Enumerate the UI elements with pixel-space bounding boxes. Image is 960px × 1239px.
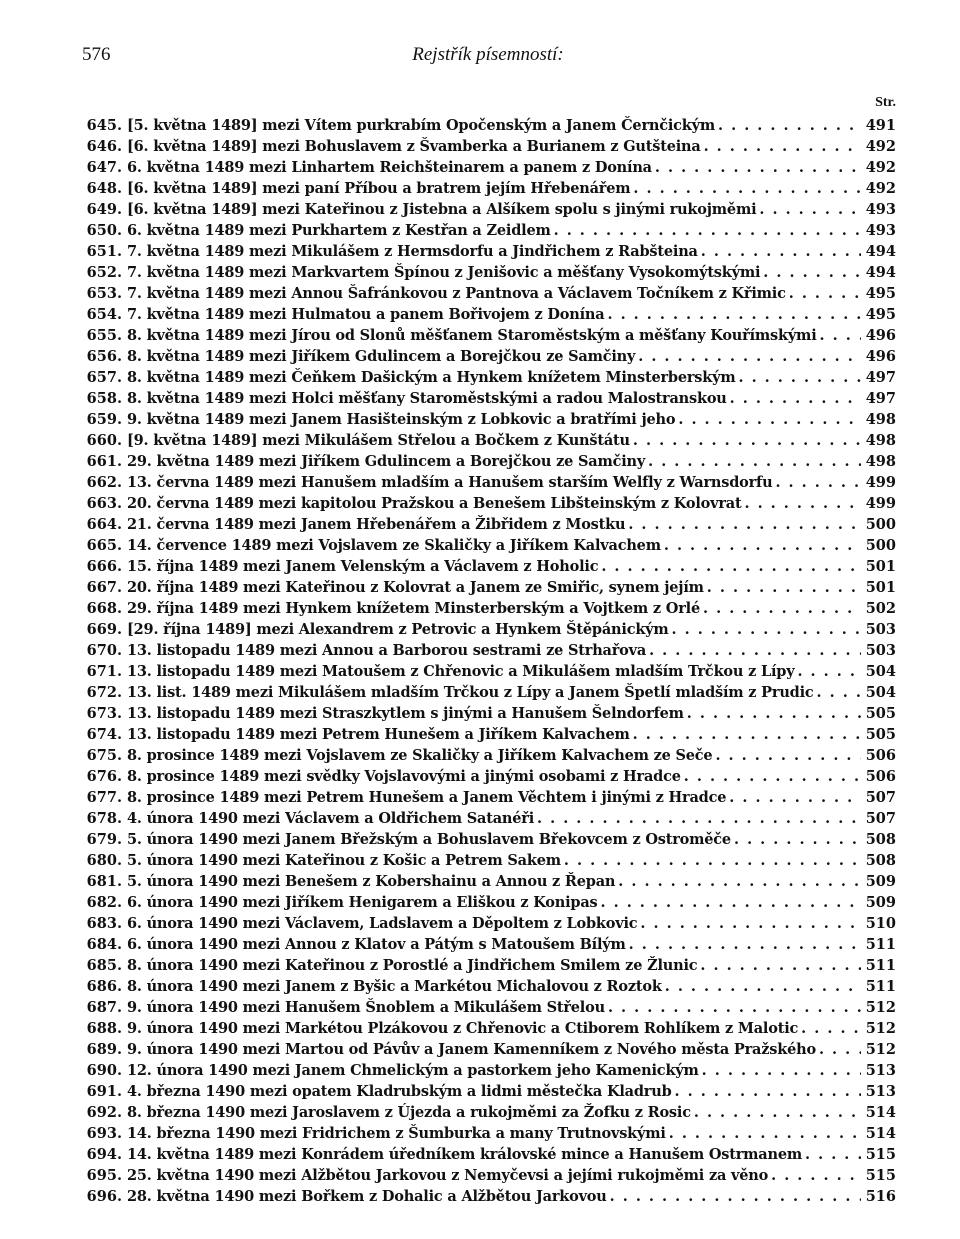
entry-page: 501 — [865, 579, 896, 596]
entry-row — [70, 766, 896, 787]
entry-text: 29. října 1489 mezi Hynkem knížetem Minsterberským a Vojtkem z Orlé — [127, 600, 701, 617]
dot-leader — [678, 409, 861, 430]
entry-page: 503 — [865, 642, 896, 659]
entry-row — [70, 535, 896, 556]
entry-text: 5. února 1490 mezi Benešem z Kobershainu a Annou z Řepan — [127, 873, 616, 890]
entry-text: 13. listopadu 1489 mezi Petrem Hunešem a Jiříkem Kalvachem — [127, 726, 630, 743]
entry-number: 651. — [86, 243, 122, 260]
entry-text: [6. května 1489] mezi paní Příbou a bratrem jejím Hřebenářem — [127, 180, 631, 197]
entry-row — [70, 724, 896, 745]
entry-page: 516 — [865, 1188, 896, 1205]
dot-leader — [820, 325, 861, 346]
dot-leader — [734, 829, 861, 850]
entry-text: 12. února 1490 mezi Janem Chmelickým a pastorkem jeho Kamenickým — [127, 1062, 699, 1079]
entry-text: 8. května 1489 mezi Holci měšťany Staroměstskými a radou Malostranskou — [127, 390, 727, 407]
entry-number: 684. — [86, 936, 122, 953]
entry-row — [70, 829, 896, 850]
entry-number: 646. — [86, 138, 122, 155]
entry-row — [70, 1081, 896, 1102]
entry-text: 8. května 1489 mezi Jiříkem Gdulincem a Borejčkou ze Samčiny — [127, 348, 636, 365]
entry-text: 6. února 1490 mezi Václavem, Ladslavem a Děpoltem z Lobkovic — [127, 915, 638, 932]
entry-text: 13. listopadu 1489 mezi Matoušem z Chřenovic a Mikulášem mladším Trčkou z Lípy — [127, 663, 795, 680]
entry-row — [70, 661, 896, 682]
dot-leader — [771, 1165, 861, 1186]
entry-page: 505 — [865, 705, 896, 722]
entry-row — [70, 1039, 896, 1060]
entry-number: 672. — [86, 684, 122, 701]
entry-text: 7. května 1489 mezi Annou Šafránkovou z Pantnova a Václavem Točníkem z Křimic — [127, 285, 786, 302]
entry-text: 14. července 1489 mezi Vojslavem ze Skaličky a Jiříkem Kalvachem — [127, 537, 661, 554]
entry-text: 14. května 1489 mezi Konrádem úředníkem královské mince a Hanušem Ostrmanem — [127, 1146, 803, 1163]
entry-page: 498 — [865, 411, 896, 428]
entry-number: 652. — [86, 264, 122, 281]
entry-row — [70, 514, 896, 535]
entry-row — [70, 808, 896, 829]
entry-row — [70, 304, 896, 325]
entry-row — [70, 1123, 896, 1144]
entry-number: 677. — [86, 789, 122, 806]
entry-number: 688. — [86, 1020, 122, 1037]
entry-page: 498 — [865, 432, 896, 449]
dot-leader — [601, 556, 861, 577]
entry-number: 658. — [86, 390, 122, 407]
entry-text: 13. listopadu 1489 mezi Straszkytlem s jinými a Hanušem Šelndorfem — [127, 705, 684, 722]
entry-page: 495 — [865, 306, 896, 323]
entry-number: 650. — [86, 222, 122, 239]
entry-page: 494 — [865, 243, 896, 260]
entry-text: 6. května 1489 mezi Linhartem Reichšteinarem a panem z Donína — [127, 159, 652, 176]
entry-row — [70, 955, 896, 976]
entry-page: 504 — [865, 684, 896, 701]
entry-text: 28. května 1490 mezi Bořkem z Dohalic a Alžbětou Jarkovou — [127, 1188, 607, 1205]
page-column-label: Str. — [875, 95, 896, 110]
entry-page: 493 — [865, 222, 896, 239]
entry-text: [6. května 1489] mezi Kateřinou z Jistebna a Alšíkem spolu s jinými rukojměmi — [127, 201, 757, 218]
entry-row — [70, 640, 896, 661]
entry-text: 8. prosince 1489 mezi Petrem Hunešem a Janem Věchtem i jinými z Hradce — [127, 789, 727, 806]
entry-page: 514 — [865, 1104, 896, 1121]
entry-page: 492 — [865, 138, 896, 155]
entry-text: 13. listopadu 1489 mezi Annou a Barborou sestrami ze Strhařova — [127, 642, 647, 659]
entry-text: [5. května 1489] mezi Vítem purkrabím Opočenským a Janem Černčickým — [127, 117, 716, 134]
entry-page: 512 — [865, 999, 896, 1016]
entry-text: 7. května 1489 mezi Markvartem Špínou z Jenišovic a měšťany Vysokomýtskými — [127, 264, 761, 281]
dot-leader — [775, 472, 861, 493]
dot-leader — [633, 178, 861, 199]
entry-page: 510 — [865, 915, 896, 932]
dot-leader — [629, 934, 861, 955]
entry-page: 512 — [865, 1041, 896, 1058]
entry-number: 674. — [86, 726, 122, 743]
entry-page: 492 — [865, 180, 896, 197]
entry-page: 509 — [865, 894, 896, 911]
entry-text: 29. května 1489 mezi Jiříkem Gdulincem a Borejčkou ze Samčiny — [127, 453, 646, 470]
entry-page: 506 — [865, 747, 896, 764]
dot-leader — [700, 955, 861, 976]
entry-page: 499 — [865, 495, 896, 512]
entry-number: 689. — [86, 1041, 122, 1058]
entry-number: 673. — [86, 705, 122, 722]
entry-text: 8. února 1490 mezi Janem z Byšic a Markétou Michalovou z Roztok — [127, 978, 662, 995]
entry-text: 5. února 1490 mezi Janem Břežským a Bohuslavem Břekovcem z Ostroměče — [127, 831, 731, 848]
entry-text: 8. prosince 1489 mezi svědky Vojslavovými a jinými osobami z Hradce — [127, 768, 681, 785]
entry-number: 682. — [86, 894, 122, 911]
entry-text: 4. února 1490 mezi Václavem a Oldřichem Satanéři — [127, 810, 535, 827]
entry-number: 659. — [86, 411, 122, 428]
entry-row — [70, 619, 896, 640]
dot-leader — [687, 703, 861, 724]
entry-row — [70, 682, 896, 703]
entry-number: 690. — [86, 1062, 122, 1079]
dot-leader — [805, 1144, 861, 1165]
entry-page: 494 — [865, 264, 896, 281]
entry-row — [70, 556, 896, 577]
entry-row — [70, 409, 896, 430]
entry-page: 508 — [865, 852, 896, 869]
dot-leader — [665, 976, 861, 997]
entry-page: 499 — [865, 474, 896, 491]
dot-leader — [664, 535, 861, 556]
entry-page: 507 — [865, 810, 896, 827]
entry-row — [70, 1102, 896, 1123]
dot-leader — [564, 850, 861, 871]
entry-number: 668. — [86, 600, 122, 617]
entry-page: 505 — [865, 726, 896, 743]
entry-page: 503 — [865, 621, 896, 638]
entry-number: 676. — [86, 768, 122, 785]
entry-page: 500 — [865, 516, 896, 533]
entry-text: [29. října 1489] mezi Alexandrem z Petrovic a Hynkem Štěpánickým — [127, 621, 669, 638]
dot-leader — [707, 577, 861, 598]
entry-text: 6. února 1490 mezi Annou z Klatov a Pátým s Matoušem Bílým — [127, 936, 626, 953]
entry-number: 654. — [86, 306, 122, 323]
dot-leader — [715, 745, 861, 766]
entry-number: 657. — [86, 369, 122, 386]
entry-page: 504 — [865, 663, 896, 680]
entry-row — [70, 787, 896, 808]
dot-leader — [744, 493, 861, 514]
entry-text: 21. června 1489 mezi Janem Hřebenářem a Žibřidem z Mostku — [127, 516, 626, 533]
entry-page: 491 — [865, 117, 896, 134]
entry-page: 492 — [865, 159, 896, 176]
entry-text: 6. února 1490 mezi Jiříkem Henigarem a Eliškou z Konipas — [127, 894, 598, 911]
entry-page: 515 — [865, 1167, 896, 1184]
running-title: Rejstřík písemností: — [412, 44, 564, 65]
entry-row — [70, 346, 896, 367]
entry-number: 665. — [86, 537, 122, 554]
entry-row — [70, 241, 896, 262]
dot-leader — [601, 892, 861, 913]
dot-leader — [729, 787, 861, 808]
entry-page: 506 — [865, 768, 896, 785]
entry-text: [9. května 1489] mezi Mikulášem Střelou a Bočkem z Kunštátu — [127, 432, 630, 449]
dot-leader — [817, 682, 861, 703]
entry-row — [70, 850, 896, 871]
dot-leader — [684, 766, 861, 787]
entry-number: 695. — [86, 1167, 122, 1184]
entry-page: 497 — [865, 369, 896, 386]
entry-number: 680. — [86, 852, 122, 869]
entry-row — [70, 913, 896, 934]
page-header — [82, 44, 894, 74]
entry-number: 656. — [86, 348, 122, 365]
entry-page: 498 — [865, 453, 896, 470]
entry-number: 686. — [86, 978, 122, 995]
entry-row — [70, 976, 896, 997]
entry-page: 501 — [865, 558, 896, 575]
entry-list — [70, 115, 896, 1207]
entry-text: 8. března 1490 mezi Jaroslavem z Újezda a rukojměmi za Žofku z Rosic — [127, 1104, 691, 1121]
entry-text: 8. května 1489 mezi Čeňkem Dašickým a Hynkem knížetem Minsterberským — [127, 369, 736, 386]
entry-row — [70, 871, 896, 892]
entry-number: 683. — [86, 915, 122, 932]
dot-leader — [640, 913, 861, 934]
entry-row — [70, 1018, 896, 1039]
entry-text: 14. března 1490 mezi Fridrichem z Šumburka a many Trutnovskými — [127, 1125, 666, 1142]
entry-number: 666. — [86, 558, 122, 575]
entry-number: 687. — [86, 999, 122, 1016]
entry-row — [70, 472, 896, 493]
dot-leader — [618, 871, 861, 892]
entry-row — [70, 283, 896, 304]
dot-leader — [738, 367, 861, 388]
entry-text: 8. února 1490 mezi Kateřinou z Porostlé a Jindřichem Smilem ze Žlunic — [127, 957, 698, 974]
dot-leader — [638, 346, 861, 367]
entry-text: 9. února 1490 mezi Markétou Plzákovou z Chřenovic a Ctiborem Rohlíkem z Malotic — [127, 1020, 799, 1037]
entry-row — [70, 220, 896, 241]
dot-leader — [554, 220, 861, 241]
entry-row — [70, 934, 896, 955]
entry-text: 15. října 1489 mezi Janem Velenským a Václavem z Hoholic — [127, 558, 599, 575]
entry-row — [70, 997, 896, 1018]
entry-row — [70, 367, 896, 388]
entry-page: 497 — [865, 390, 896, 407]
dot-leader — [763, 262, 861, 283]
entry-page: 496 — [865, 348, 896, 365]
entry-number: 691. — [86, 1083, 122, 1100]
entry-page: 500 — [865, 537, 896, 554]
entry-page: 513 — [865, 1083, 896, 1100]
dot-leader — [730, 388, 861, 409]
entry-page: 493 — [865, 201, 896, 218]
entry-number: 675. — [86, 747, 122, 764]
entry-row — [70, 451, 896, 472]
dot-leader — [702, 1060, 861, 1081]
entry-page: 514 — [865, 1125, 896, 1142]
dot-leader — [610, 1186, 861, 1207]
entry-number: 681. — [86, 873, 122, 890]
dot-leader — [704, 136, 861, 157]
entry-row — [70, 1060, 896, 1081]
entry-row — [70, 1144, 896, 1165]
entry-row — [70, 199, 896, 220]
entry-number: 671. — [86, 663, 122, 680]
page-number: 576 — [82, 44, 111, 65]
entry-text: 20. června 1489 mezi kapitolou Pražskou a Benešem Libšteinským z Kolovrat — [127, 495, 742, 512]
entry-page: 511 — [865, 978, 896, 995]
dot-leader — [628, 514, 861, 535]
dot-leader — [789, 283, 861, 304]
entry-text: 7. května 1489 mezi Mikulášem z Hermsdorfu a Jindřichem z Rabšteina — [127, 243, 698, 260]
dot-leader — [675, 1081, 861, 1102]
entry-number: 662. — [86, 474, 122, 491]
dot-leader — [633, 724, 861, 745]
entry-number: 667. — [86, 579, 122, 596]
entry-text: 13. list. 1489 mezi Mikulášem mladším Trčkou z Lípy a Janem Špetlí mladším z Prudic — [127, 684, 814, 701]
dot-leader — [669, 1123, 861, 1144]
entry-page: 509 — [865, 873, 896, 890]
entry-number: 661. — [86, 453, 122, 470]
dot-leader — [703, 598, 861, 619]
entry-number: 685. — [86, 957, 122, 974]
entry-row — [70, 892, 896, 913]
entry-row — [70, 430, 896, 451]
entry-text: 9. února 1490 mezi Martou od Pávův a Janem Kamenníkem z Nového města Pražského — [127, 1041, 816, 1058]
entry-page: 512 — [865, 1020, 896, 1037]
entry-text: 13. června 1489 mezi Hanušem mladším a Hanušem starším Welfly z Warnsdorfu — [127, 474, 773, 491]
entry-number: 648. — [86, 180, 122, 197]
entry-row — [70, 1165, 896, 1186]
dot-leader — [759, 199, 861, 220]
dot-leader — [718, 115, 861, 136]
entry-text: 9. února 1490 mezi Hanušem Šnoblem a Mikulášem Střelou — [127, 999, 605, 1016]
entry-page: 496 — [865, 327, 896, 344]
dot-leader — [819, 1039, 861, 1060]
entry-row — [70, 703, 896, 724]
entry-row — [70, 325, 896, 346]
entry-row — [70, 388, 896, 409]
entry-number: 669. — [86, 621, 122, 638]
entry-row — [70, 262, 896, 283]
entry-number: 655. — [86, 327, 122, 344]
entry-text: 25. května 1490 mezi Alžbětou Jarkovou z Nemyčevsi a jejími rukojměmi za věno — [127, 1167, 769, 1184]
entry-number: 649. — [86, 201, 122, 218]
entry-number: 663. — [86, 495, 122, 512]
entry-number: 647. — [86, 159, 122, 176]
entry-text: 7. května 1489 mezi Hulmatou a panem Bořivojem z Donína — [127, 306, 605, 323]
entry-number: 696. — [86, 1188, 122, 1205]
dot-leader — [655, 157, 861, 178]
entry-page: 507 — [865, 789, 896, 806]
entry-page: 495 — [865, 285, 896, 302]
dot-leader — [648, 451, 861, 472]
dot-leader — [701, 241, 861, 262]
dot-leader — [633, 430, 861, 451]
entry-text: 5. února 1490 mezi Kateřinou z Košic a Petrem Sakem — [127, 852, 561, 869]
entry-row — [70, 115, 896, 136]
entry-page: 508 — [865, 831, 896, 848]
entry-row — [70, 157, 896, 178]
entry-number: 678. — [86, 810, 122, 827]
entry-page: 515 — [865, 1146, 896, 1163]
dot-leader — [801, 1018, 861, 1039]
entry-number: 653. — [86, 285, 122, 302]
entry-page: 511 — [865, 936, 896, 953]
entry-row — [70, 745, 896, 766]
entry-row — [70, 1186, 896, 1207]
entry-number: 664. — [86, 516, 122, 533]
dot-leader — [649, 640, 861, 661]
dot-leader — [607, 304, 861, 325]
entry-page: 511 — [865, 957, 896, 974]
dot-leader — [694, 1102, 861, 1123]
entry-page: 502 — [865, 600, 896, 617]
entry-row — [70, 577, 896, 598]
entry-text: 4. března 1490 mezi opatem Kladrubským a lidmi městečka Kladrub — [127, 1083, 672, 1100]
entry-number: 694. — [86, 1146, 122, 1163]
entry-text: 20. října 1489 mezi Kateřinou z Kolovrat a Janem ze Smiřic, synem jejím — [127, 579, 704, 596]
entry-text: 8. května 1489 mezi Jírou od Slonů měšťanem Staroměstským a měšťany Kouřímskými — [127, 327, 817, 344]
entry-text: 8. prosince 1489 mezi Vojslavem ze Skaličky a Jiříkem Kalvachem ze Seče — [127, 747, 713, 764]
entry-text: 6. května 1489 mezi Purkhartem z Kestřan a Zeidlem — [127, 222, 551, 239]
dot-leader — [672, 619, 861, 640]
dot-leader — [797, 661, 861, 682]
entry-row — [70, 136, 896, 157]
entry-number: 693. — [86, 1125, 122, 1142]
dot-leader — [537, 808, 861, 829]
entry-number: 645. — [86, 117, 122, 134]
entry-number: 660. — [86, 432, 122, 449]
entry-row — [70, 598, 896, 619]
entry-text: 9. května 1489 mezi Janem Hasišteinským z Lobkovic a bratřími jeho — [127, 411, 676, 428]
entry-number: 679. — [86, 831, 122, 848]
entry-number: 692. — [86, 1104, 122, 1121]
entry-number: 670. — [86, 642, 122, 659]
entry-page: 513 — [865, 1062, 896, 1079]
dot-leader — [608, 997, 861, 1018]
entry-row — [70, 493, 896, 514]
entry-row — [70, 178, 896, 199]
entry-text: [6. května 1489] mezi Bohuslavem z Švamberka a Burianem z Gutšteina — [127, 138, 701, 155]
